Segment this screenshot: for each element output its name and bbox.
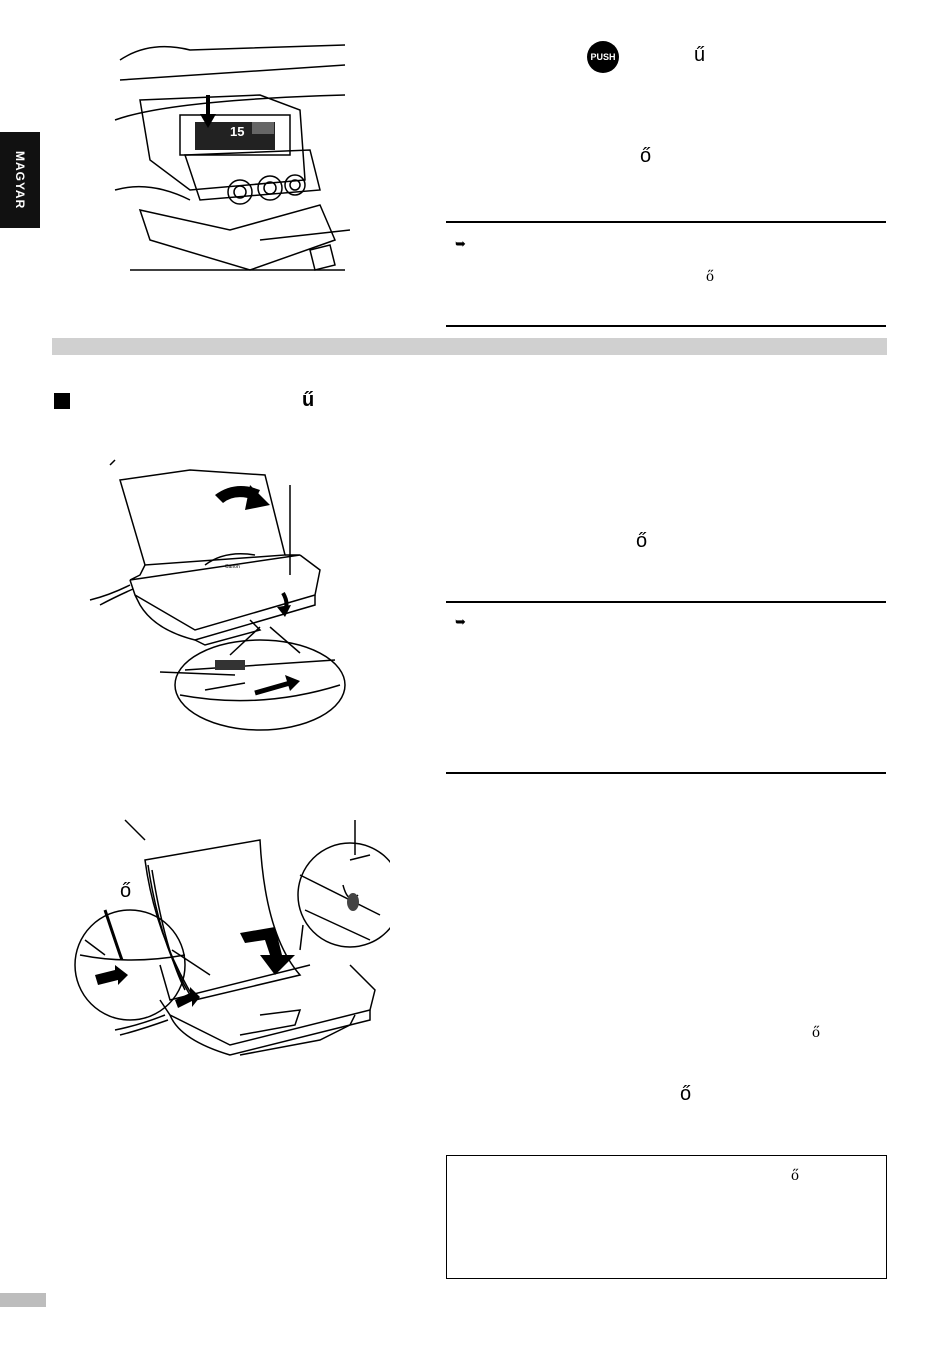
push-label: PUSH — [590, 52, 616, 62]
note2-top-rule — [446, 601, 886, 603]
text-fragment-3: ő — [636, 530, 648, 552]
note-bottom-rule — [446, 325, 886, 327]
text-fragment-2: ő — [640, 145, 652, 167]
text-fragment-1: ű — [694, 44, 706, 66]
section-heading-fragment: ű — [302, 389, 315, 411]
paper-loading-illustration — [60, 815, 390, 1075]
page-edge-tab — [0, 1293, 46, 1307]
boxed-note-fragment: ő — [791, 1167, 799, 1184]
paper-label-fragment: ő — [120, 880, 132, 902]
cartridge-install-illustration — [110, 40, 350, 280]
note-text-fragment: ő — [706, 268, 714, 285]
note2-arrow-icon: ➥ — [455, 614, 466, 629]
note2-bottom-rule — [446, 772, 886, 774]
text-fragment-5: ő — [680, 1083, 692, 1105]
printer-open-cover-illustration — [85, 455, 360, 760]
printer-brand-label: Canon — [225, 564, 240, 570]
section-bullet-icon — [54, 393, 70, 409]
note-arrow-icon: ➥ — [455, 236, 466, 251]
language-tab — [0, 132, 40, 228]
push-button-icon — [587, 41, 619, 73]
cartridge-number-label: 15 — [230, 124, 245, 139]
note-top-rule — [446, 221, 886, 223]
boxed-note — [446, 1155, 887, 1279]
section-divider-band — [52, 338, 887, 355]
language-tab-label: MAGYAR — [13, 150, 27, 210]
text-fragment-4: ő — [812, 1024, 820, 1041]
